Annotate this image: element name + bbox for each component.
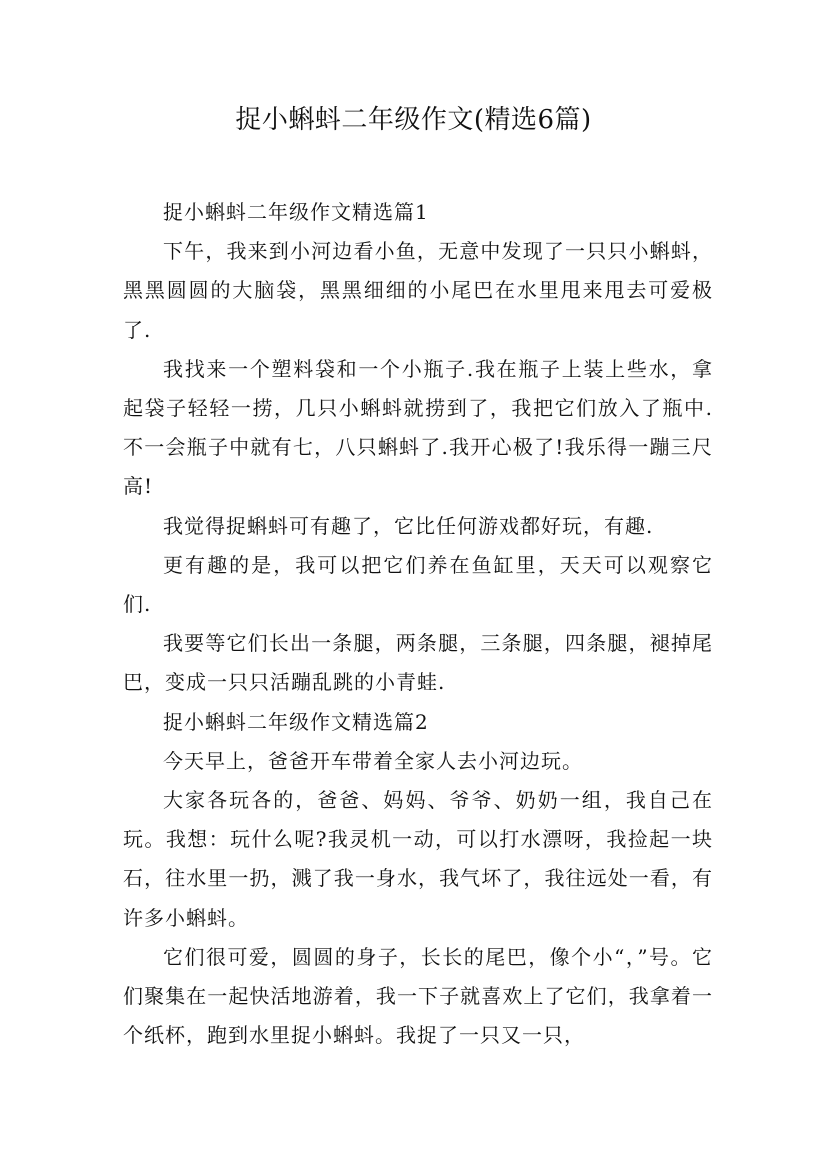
- paragraph: 大家各玩各的，爸爸、妈妈、爷爷、奶奶一组，我自己在玩。我想：玩什么呢?我灵机一动，可以打水漂呀，我捡起一块石，往水里一扔，溅了我一身水，我气坏了，我往远处一看，有许多小蝌蚪。: [123, 788, 713, 930]
- essay-body: [123, 193, 713, 1055]
- paragraph: 我找来一个塑料袋和一个小瓶子.我在瓶子上装上些水，拿起袋子轻轻一捞，几只小蝌蚪就捞到了，我把它们放入了瓶中.不一会瓶子中就有七，八只蝌蚪了.我开心极了!我乐得一蹦三尺高!: [123, 356, 713, 499]
- paragraph: 下午，我来到小河边看小鱼，无意中发现了一只只小蝌蚪，黑黑圆圆的大脑袋，黑黑细细的小尾巴在水里甩来甩去可爱极了.: [123, 239, 713, 342]
- paragraph: 我要等它们长出一条腿，两条腿，三条腿，四条腿，褪掉尾巴，变成一只只活蹦乱跳的小青蛙.: [123, 631, 713, 695]
- paragraph: 今天早上，爸爸开车带着全家人去小河边玩。: [163, 748, 583, 773]
- paragraph: 更有趣的是，我可以把它们养在鱼缸里，天天可以观察它们.: [123, 552, 713, 617]
- paragraph: 我觉得捉蝌蚪可有趣了，它比任何游戏都好玩，有趣.: [163, 513, 654, 538]
- document-title: 捉小蝌蚪二年级作文(精选6篇): [235, 105, 592, 135]
- paragraph: 它们很可爱，圆圆的身子，长长的尾巴，像个小“，”号。它们聚集在一起快活地游着，我一下子就喜欢上了它们，我拿着一个纸杯，跑到水里捉小蝌蚪。我捉了一只又一只，: [123, 944, 713, 1048]
- section-heading-2: 捉小蝌蚪二年级作文精选篇2: [163, 709, 429, 734]
- section-heading-1: 捉小蝌蚪二年级作文精选篇1: [163, 200, 429, 224]
